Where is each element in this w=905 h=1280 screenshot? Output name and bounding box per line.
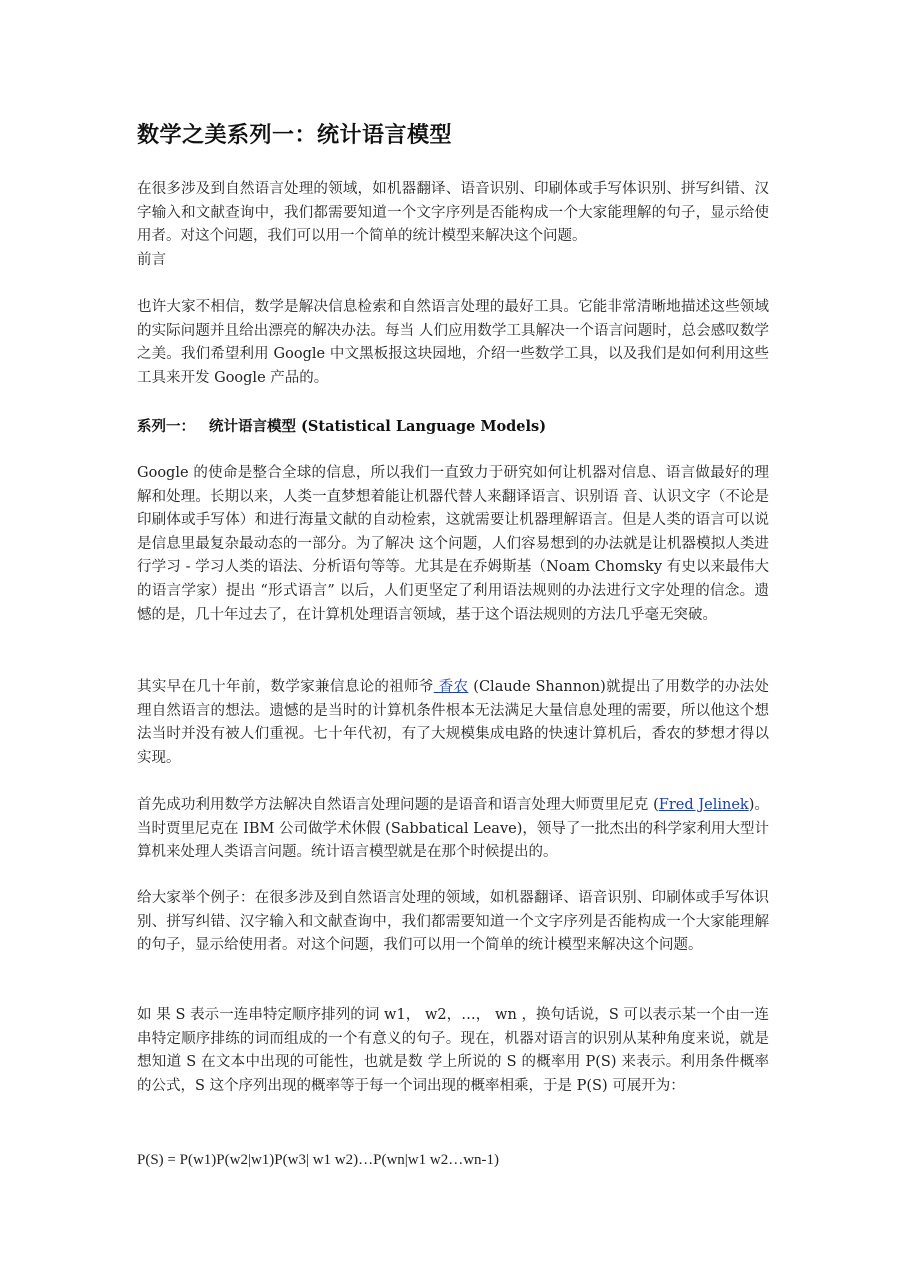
shannon-paragraph	[137, 676, 769, 770]
preface-paragraph: 也许大家不相信，数学是解决信息检索和自然语言处理的最好工具。它能非常清晰地描述这些领域的实际问题并且给出漂亮的解决办法。每当 人们应用数学工具解决一个语言问题时，总会感叹数学之美。我们希望利用 Google 中文黑板报这块园地，介绍一些数学工具，以及我们是如何利用这些工具来开发 Google 产品的。	[137, 299, 769, 386]
jelinek-paragraph	[137, 794, 769, 865]
preface-label: 前言	[137, 252, 166, 268]
section-heading-prefix: 系列一：	[137, 418, 195, 435]
page-title: 数学之美系列一：统计语言模型	[137, 123, 453, 148]
probability-paragraph: 如 果 S 表示一连串特定顺序排列的词 w1， w2，…， wn ，换句话说，S 可以表示某一个由一连串特定顺序排练的词而组成的一个有意义的句子。现在，机器对语言的识别从某种角度来说，就是想知道 S 在文本中出现的可能性，也就是数 学上所说的 S 的概率用 P(S) 来表示。利用条件概率的公式，S 这个序列出现的概率等于每一个词出现的概率相乘，于是 P(S) 可展开为：	[137, 1007, 769, 1094]
section-heading	[137, 415, 546, 436]
jelinek-link[interactable]: Fred Jelinek	[658, 797, 749, 813]
jelinek-text-before: 首先成功利用数学方法解决自然语言处理问题的是语音和语言处理大师贾里尼克 (	[137, 797, 659, 813]
shannon-text-after: (Claude Shannon)就提出了用数学的办法处理自然语言的想法。遗憾的是当时的计算机条件根本无法满足大量信息处理的需要，所以他这个想法当时并没有被人们重视。七十年代初，有了大规模集成电路的快速计算机后，香农的梦想才得以实现。	[137, 679, 770, 766]
jelinek-text-after: )。当时贾里尼克在 IBM 公司做学术休假 (Sabbatical Leave)，领导了一批杰出的科学家利用大型计算机来处理人类语言问题。统计语言模型就是在那个时候提出的。	[137, 797, 769, 861]
section-heading-title: 统计语言模型 (Statistical Language Models)	[209, 418, 547, 435]
intro-paragraph: 在很多涉及到自然语言处理的领域，如机器翻译、语音识别、印刷体或手写体识别、拼写纠错、汉字输入和文献查询中，我们都需要知道一个文字序列是否能构成一个大家能理解的句子，显示给使用者。对这个问题，我们可以用一个简单的统计模型来解决这个问题。	[137, 181, 769, 245]
shannon-link[interactable]: 香农	[433, 679, 469, 695]
google-paragraph: Google 的使命是整合全球的信息，所以我们一直致力于研究如何让机器对信息、语言做最好的理解和处理。长期以来，人类一直梦想着能让机器代替人来翻译语言、识别语 音、认识文字（不论是印刷体或手写体）和进行海量文献的自动检索，这就需要让机器理解语言。但是人类的语言可以说是信息里最复杂最动态的一部分。为了解决 这个问题，人们容易想到的办法就是让机器模拟人类进行学习 - 学习人类的语法、分析语句等等。尤其是在乔姆斯基（Noam Chomsky 有史以来最伟大的语言学家）提出 “形式语言” 以后，人们更坚定了利用语法规则的办法进行文字处理的信念。遗憾的是，几十年过去了，在计算机处理语言领域，基于这个语法规则的方法几乎毫无突破。	[137, 465, 769, 623]
example-paragraph: 给大家举个例子：在很多涉及到自然语言处理的领域，如机器翻译、语音识别、印刷体或手写体识别、拼写纠错、汉字输入和文献查询中，我们都需要知道一个文字序列是否能构成一个大家能理解的句子，显示给使用者。对这个问题，我们可以用一个简单的统计模型来解决这个问题。	[137, 890, 769, 954]
probability-formula: P(S) = P(w1)P(w2|w1)P(w3| w1 w2)…P(wn|w1 w2…wn-1)	[137, 1152, 500, 1168]
shannon-text-before: 其实早在几十年前，数学家兼信息论的祖师爷	[137, 679, 434, 695]
